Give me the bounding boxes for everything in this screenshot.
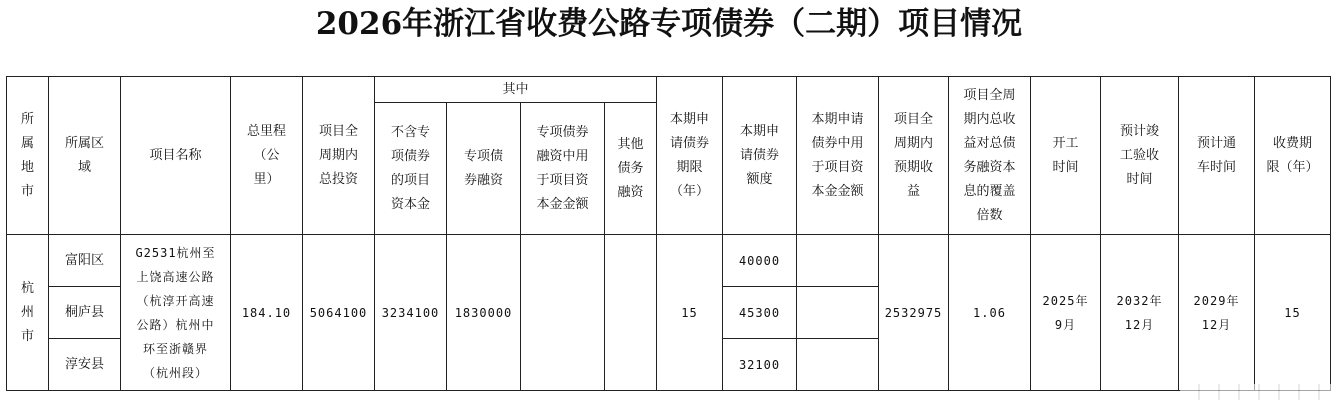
header-city: 所 属 地 市	[7, 77, 49, 235]
header-term: 本期申 请债券 期限 （年）	[657, 77, 723, 235]
toll-period-cell: 15	[1255, 235, 1331, 391]
special-bond-financing-cell: 1830000	[447, 235, 521, 391]
region-cell: 淳安县	[49, 339, 121, 391]
non-special-capital-cell: 3234100	[375, 235, 447, 391]
region-cell: 桐庐县	[49, 287, 121, 339]
header-start-time: 开工 时间	[1031, 77, 1101, 235]
region-cell: 富阳区	[49, 235, 121, 287]
header-amount: 本期申 请债券 额度	[723, 77, 797, 235]
start-time-cell: 2025年 9月	[1031, 235, 1101, 391]
header-other-debt: 其他 债务 融资	[605, 103, 657, 235]
header-total-investment: 项目全 周期内 总投资	[303, 77, 375, 235]
header-toll-period: 收费期 限（年）	[1255, 77, 1331, 235]
project-table	[6, 76, 1331, 391]
header-non-special-capital: 不含专 项债券 的项目 资本金	[375, 103, 447, 235]
project-name-cell: G2531杭州至 上饶高速公路 （杭淳开高速 公路）杭州中 环至浙赣界 （杭州段）	[121, 235, 231, 391]
expected-revenue-cell: 2532975	[879, 235, 949, 391]
amount-for-capital-cell	[797, 235, 879, 287]
table-row	[7, 235, 1331, 287]
header-row-1	[7, 77, 1331, 103]
coverage-cell: 1.06	[949, 235, 1031, 391]
open-time-cell: 2029年 12月	[1179, 235, 1255, 391]
header-group-label: 其中	[375, 77, 657, 103]
header-special-bond-for-capital: 专项债券 融资中用 于项目资 本金金额	[521, 103, 605, 235]
header-open-time: 预计通 车时间	[1179, 77, 1255, 235]
header-expected-revenue: 项目全 周期内 预期收 益	[879, 77, 949, 235]
header-amount-for-capital: 本期申请 债券中用 于项目资 本金金额	[797, 77, 879, 235]
scan-artifact	[1180, 384, 1338, 400]
special-bond-for-capital-cell	[521, 235, 605, 391]
amount-cell: 45300	[723, 287, 797, 339]
mileage-cell: 184.10	[231, 235, 303, 391]
amount-for-capital-cell	[797, 339, 879, 391]
term-cell: 15	[657, 235, 723, 391]
document-title: 2026年浙江省收费公路专项债券（二期）项目情况	[315, 6, 1023, 42]
completion-time-cell: 2032年 12月	[1101, 235, 1179, 391]
header-coverage: 项目全周 期内总收 益对总债 务融资本 息的覆盖 倍数	[949, 77, 1031, 235]
header-project-name: 项目名称	[121, 77, 231, 235]
city-cell: 杭 州 市	[7, 235, 49, 391]
header-mileage: 总里程 （公 里）	[231, 77, 303, 235]
amount-cell: 40000	[723, 235, 797, 287]
amount-for-capital-cell	[797, 287, 879, 339]
total-investment-cell: 5064100	[303, 235, 375, 391]
other-debt-cell	[605, 235, 657, 391]
amount-cell: 32100	[723, 339, 797, 391]
header-region: 所属区 域	[49, 77, 121, 235]
header-special-bond-financing: 专项债 券融资	[447, 103, 521, 235]
header-completion-time: 预计竣 工验收 时间	[1101, 77, 1179, 235]
